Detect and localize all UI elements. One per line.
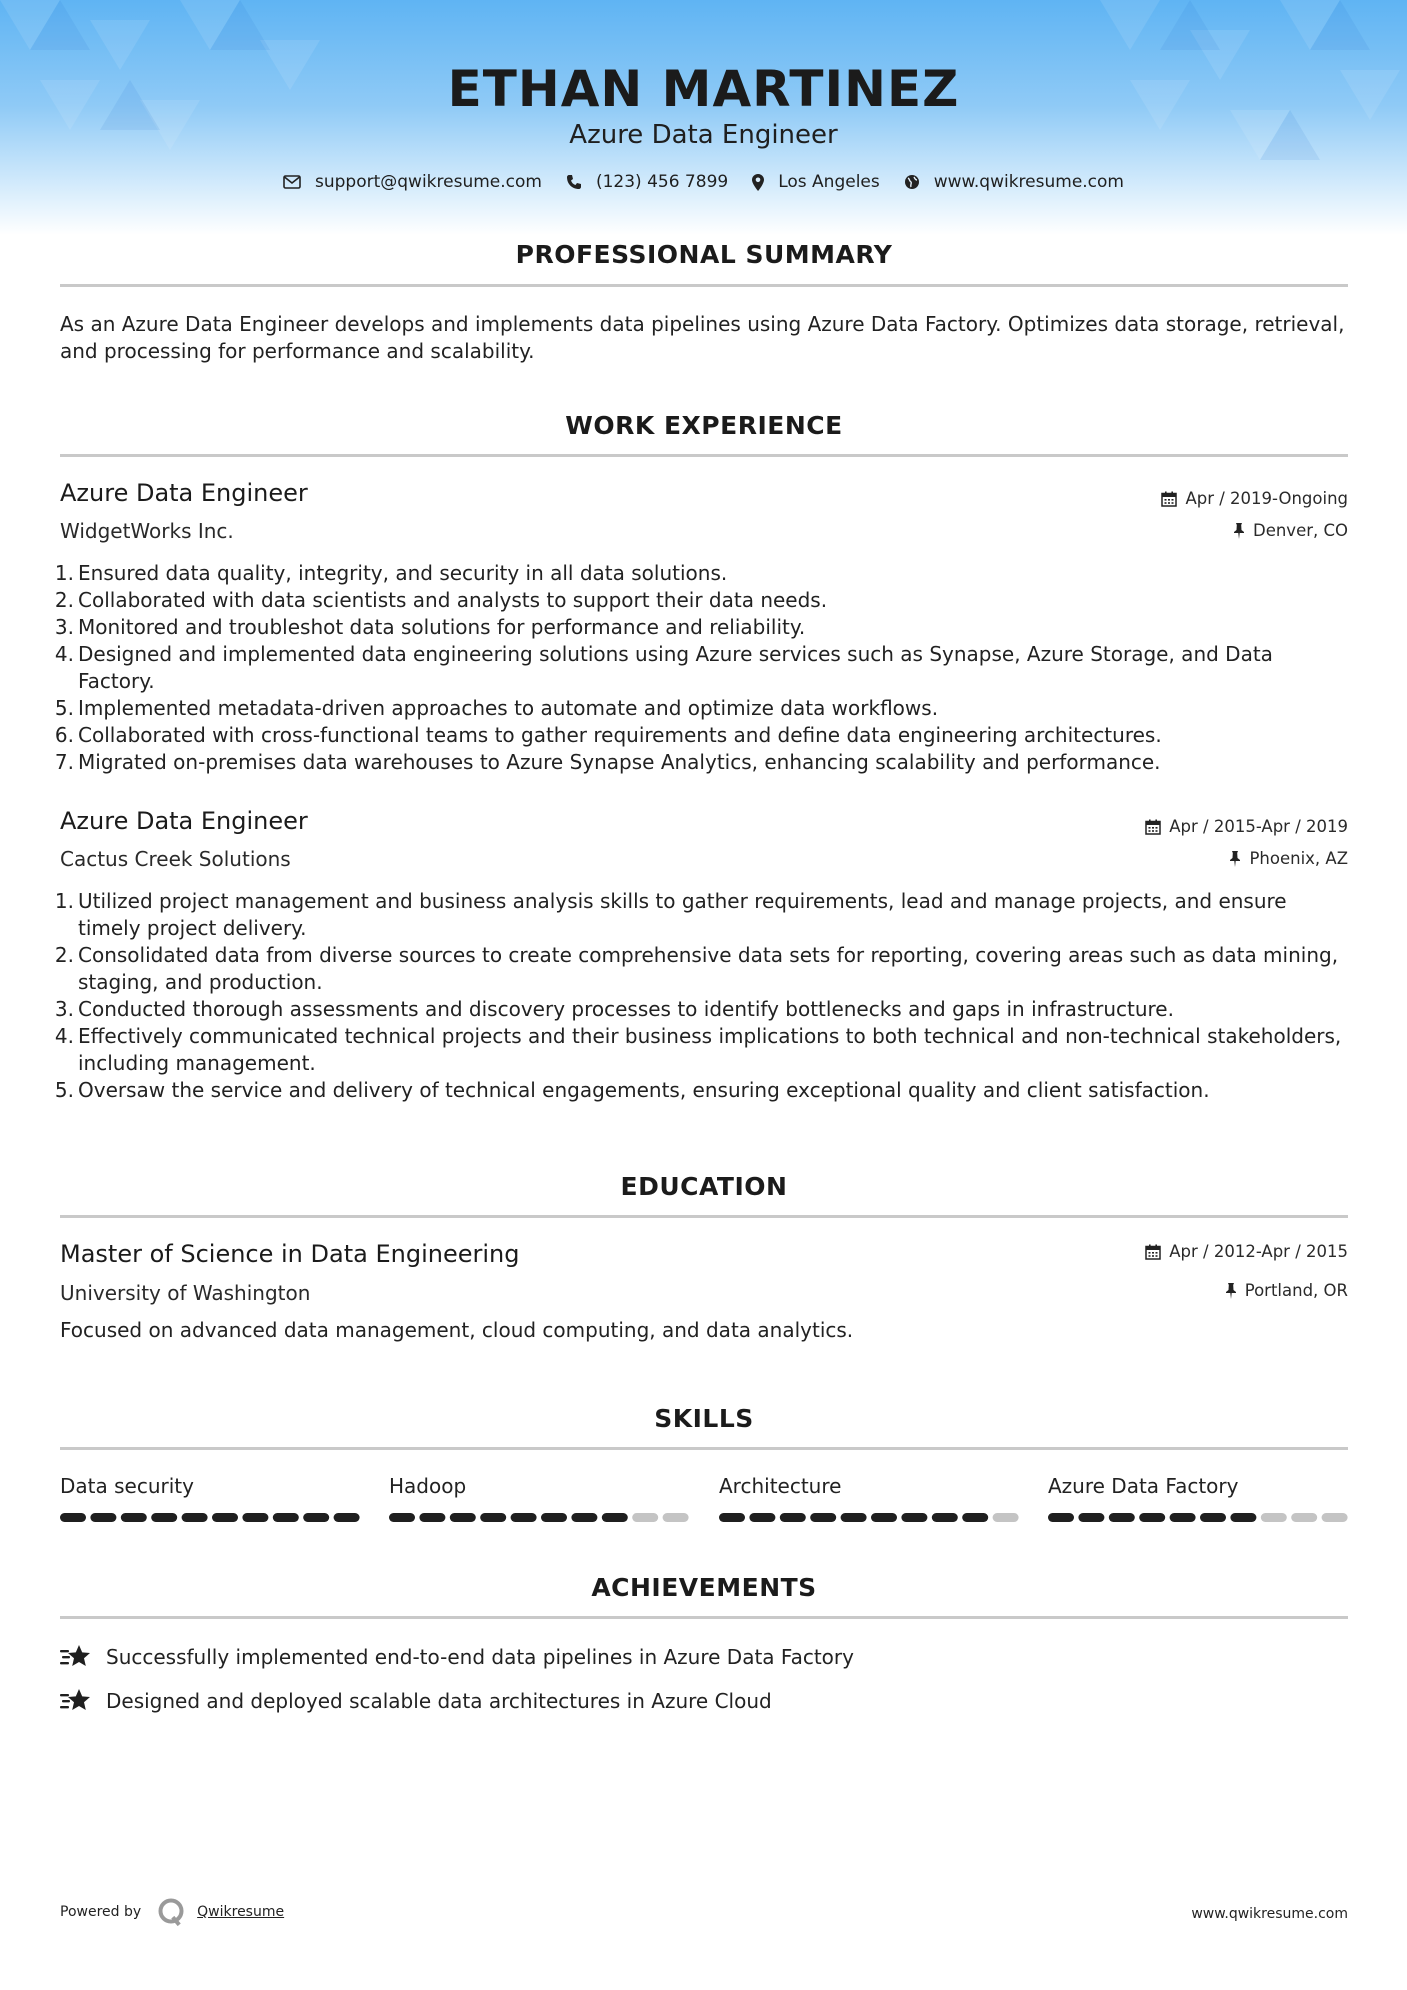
list-item: 5. Implemented metadata-driven approaches to automate and optimize data workflows. (54, 696, 939, 720)
list-item: 3. Monitored and troubleshot data solutions for performance and reliability. (54, 615, 806, 639)
achievement-item (60, 1687, 772, 1715)
job-2-dates-text: Apr / 2015-Apr / 2019 (1169, 817, 1348, 836)
skill-segment-filled (1170, 1513, 1196, 1522)
list-item: 4. Designed and implemented data engineering solutions using Azure services such as Synapse, Azure Storage, and Data Factory. (54, 642, 1273, 693)
candidate-role: Azure Data Engineer (569, 120, 838, 150)
education-section-title: EDUCATION (620, 1172, 788, 1201)
qwikresume-logo-icon (157, 1897, 187, 1927)
achievement-text: Designed and deployed scalable data architectures in Azure Cloud (106, 1689, 772, 1713)
skills-section-title: SKILLS (654, 1404, 754, 1433)
list-item: 2. Collaborated with data scientists and analysts to support their data needs. (54, 588, 828, 612)
skill-segment-filled (749, 1513, 775, 1522)
education-dates (1145, 1242, 1348, 1261)
skill-segment-filled (571, 1513, 597, 1522)
job-2-company: Cactus Creek Solutions (60, 847, 291, 871)
skill-segment-filled (780, 1513, 806, 1522)
skill-segment-empty (993, 1513, 1019, 1522)
skill-segment-filled (1078, 1513, 1104, 1522)
list-item: 4. Effectively communicated technical projects and their business implications to both technical and non-technical stakeholders, including management. (54, 1024, 1342, 1075)
summary-text: As an Azure Data Engineer develops and implements data pipelines using Azure Data Factory. Optimizes data storage, retrieval, and processing for performance and scalability. (60, 312, 1345, 363)
job-1-location-text: Denver, CO (1252, 521, 1348, 540)
skill-segment-filled (841, 1513, 867, 1522)
contact-website-text: www.qwikresume.com (933, 172, 1124, 192)
footer-powered-by (60, 1897, 284, 1927)
skill-segment-filled (450, 1513, 476, 1522)
job-2-responsibilities (54, 888, 1350, 1104)
skill-segment-filled (182, 1513, 208, 1522)
list-item: 1. Utilized project management and business analysis skills to gather requirements, lead and manage projects, and ensure timely project delivery. (54, 889, 1287, 940)
skill-segment-filled (1139, 1513, 1165, 1522)
calendar-icon (1145, 819, 1161, 835)
summary-section-title: PROFESSIONAL SUMMARY (515, 240, 893, 269)
skill-level-bar (719, 1513, 1019, 1522)
skill-segment-filled (810, 1513, 836, 1522)
job-2-dates (1145, 817, 1348, 836)
skill-segment-filled (1230, 1513, 1256, 1522)
education-description: Focused on advanced data management, cloud computing, and data analytics. (60, 1318, 854, 1342)
calendar-icon (1145, 1244, 1161, 1260)
skill-segment-filled (419, 1513, 445, 1522)
skill-segment-filled (334, 1513, 360, 1522)
skill-segment-filled (1048, 1513, 1074, 1522)
skill-segment-filled (719, 1513, 745, 1522)
list-item: 7. Migrated on-premises data warehouses to Azure Synapse Analytics, enhancing scalability and performance. (54, 750, 1161, 774)
job-2-location (1229, 849, 1348, 868)
contact-website[interactable] (904, 172, 1124, 192)
skill-level-bar (389, 1513, 689, 1522)
skill-name: Azure Data Factory (1048, 1474, 1239, 1498)
skill-segment-filled (303, 1513, 329, 1522)
skill-segment-filled (90, 1513, 116, 1522)
skill-segment-filled (1200, 1513, 1226, 1522)
skill-segment-filled (932, 1513, 958, 1522)
skill-segment-empty (1291, 1513, 1317, 1522)
job-2-location-text: Phoenix, AZ (1249, 849, 1348, 868)
skill-segment-filled (121, 1513, 147, 1522)
contact-bar (0, 172, 1407, 192)
achievement-item (60, 1643, 854, 1671)
candidate-name: ETHAN MARTINEZ (447, 60, 960, 118)
skill-segment-filled (541, 1513, 567, 1522)
experience-divider (60, 454, 1348, 457)
skill-level-bar (60, 1513, 360, 1522)
list-item: 2. Consolidated data from diverse sources to create comprehensive data sets for reporting, covering areas such as data mining, staging, and production. (54, 943, 1339, 994)
powered-by-label: Powered by (60, 1904, 142, 1920)
skill-architecture (719, 1474, 1019, 1498)
skill-segment-empty (1322, 1513, 1348, 1522)
job-1-title: Azure Data Engineer (60, 479, 308, 507)
skill-segment-filled (273, 1513, 299, 1522)
skills-divider (60, 1447, 1348, 1450)
skill-segment-filled (602, 1513, 628, 1522)
skill-segment-filled (871, 1513, 897, 1522)
list-item: 6. Collaborated with cross-functional teams to gather requirements and define data engineering architectures. (54, 723, 1162, 747)
pushpin-icon (1233, 523, 1245, 539)
skill-segment-empty (1261, 1513, 1287, 1522)
achievements-section-title: ACHIEVEMENTS (591, 1573, 817, 1602)
list-item: 5. Oversaw the service and delivery of technical engagements, ensuring exceptional quality and client satisfaction. (54, 1078, 1210, 1102)
skill-hadoop (389, 1474, 689, 1498)
pushpin-icon (1225, 1283, 1237, 1299)
qwikresume-link[interactable]: Qwikresume (197, 1904, 285, 1920)
skill-segment-filled (242, 1513, 268, 1522)
education-school: University of Washington (60, 1281, 311, 1305)
contact-phone[interactable] (566, 172, 728, 192)
education-degree: Master of Science in Data Engineering (60, 1240, 520, 1268)
skill-segment-filled (511, 1513, 537, 1522)
job-1-dates (1161, 489, 1348, 508)
calendar-icon (1161, 491, 1177, 507)
skill-name: Hadoop (389, 1474, 467, 1498)
skill-level-bar (1048, 1513, 1348, 1522)
globe-icon (904, 174, 920, 190)
skill-segment-empty (632, 1513, 658, 1522)
contact-phone-text: (123) 456 7899 (595, 172, 729, 192)
shooting-star-icon (60, 1643, 92, 1671)
skill-segment-filled (962, 1513, 988, 1522)
skill-segment-filled (480, 1513, 506, 1522)
education-dates-text: Apr / 2012-Apr / 2015 (1169, 1242, 1348, 1261)
job-1-dates-text: Apr / 2019-Ongoing (1185, 489, 1348, 508)
education-location-text: Portland, OR (1244, 1281, 1348, 1300)
map-pin-icon (752, 174, 764, 191)
pushpin-icon (1229, 851, 1241, 867)
skill-segment-filled (60, 1513, 86, 1522)
footer-website[interactable]: www.qwikresume.com (1191, 1906, 1348, 1922)
contact-email-text: support@qwikresume.com (315, 172, 542, 192)
contact-location (752, 172, 880, 192)
skill-name: Data security (60, 1474, 194, 1498)
job-1-location (1233, 521, 1348, 540)
skill-segment-empty (663, 1513, 689, 1522)
skill-segment-filled (901, 1513, 927, 1522)
skill-segment-filled (389, 1513, 415, 1522)
skill-name: Architecture (719, 1474, 842, 1498)
contact-email[interactable] (283, 172, 542, 192)
shooting-star-icon (60, 1687, 92, 1715)
experience-section-title: WORK EXPERIENCE (565, 411, 843, 440)
skill-segment-filled (1109, 1513, 1135, 1522)
job-2-title: Azure Data Engineer (60, 807, 308, 835)
skill-segment-filled (212, 1513, 238, 1522)
skill-azure-data-factory (1048, 1474, 1348, 1498)
education-divider (60, 1215, 1348, 1218)
list-item: 3. Conducted thorough assessments and discovery processes to identify bottlenecks and gaps in infrastructure. (54, 997, 1174, 1021)
list-item: 1. Ensured data quality, integrity, and security in all data solutions. (54, 561, 728, 585)
achievement-text: Successfully implemented end-to-end data pipelines in Azure Data Factory (106, 1645, 854, 1669)
job-1-responsibilities (54, 560, 1350, 776)
job-1-company: WidgetWorks Inc. (60, 519, 234, 543)
skill-data-security (60, 1474, 360, 1498)
achievements-divider (60, 1616, 1348, 1619)
contact-location-text: Los Angeles (778, 172, 880, 192)
education-location (1225, 1281, 1348, 1300)
summary-divider (60, 284, 1348, 287)
phone-icon (566, 174, 582, 190)
resume-header (0, 0, 1407, 235)
skill-segment-filled (151, 1513, 177, 1522)
envelope-icon (283, 175, 301, 189)
